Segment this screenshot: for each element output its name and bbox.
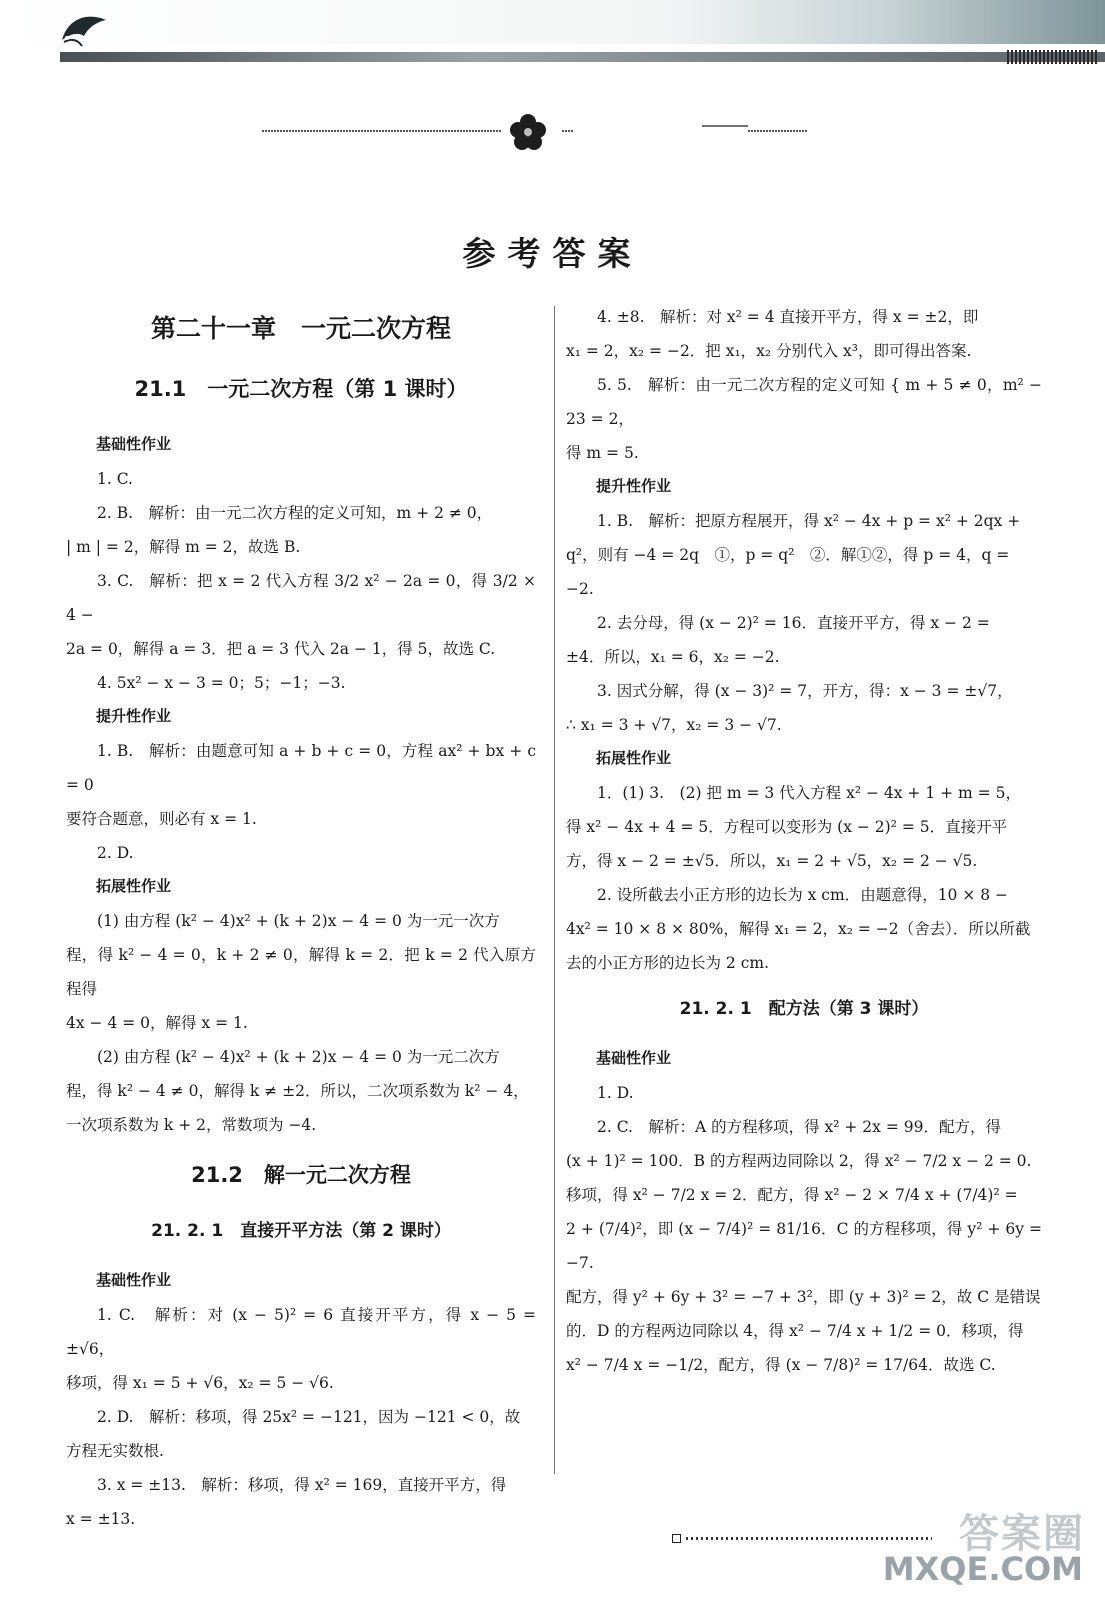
- answer-line: ±4．所以，x₁ = 6，x₂ = −2.: [566, 648, 780, 666]
- answer-line: 配方，得 y² + 6y + 3² = −7 + 3²，即 (y + 3)² = 2，故 C 是错误: [566, 1288, 1041, 1306]
- answer-line: 1. B. 解析：把原方程展开，得 x² − 4x + p = x² + 2qx +: [597, 512, 1021, 530]
- answer-line: 1. D.: [597, 1084, 634, 1102]
- subsection-heading-completing-square: 21. 2. 1 配方法（第 3 课时）: [679, 999, 929, 1019]
- answer-line: | m | = 2，解得 m = 2，故选 B.: [66, 538, 301, 556]
- answer-line: 2. 去分母，得 (x − 2)² = 16．直接开平方，得 x − 2 =: [597, 614, 990, 632]
- answer-line: 2. B. 解析：由一元二次方程的定义可知，m + 2 ≠ 0，: [97, 504, 493, 522]
- fish-logo-icon: [58, 10, 110, 50]
- answer-line: x₁ = 2，x₂ = −2．把 x₁，x₂ 分别代入 x³，即可得出答案.: [566, 342, 972, 360]
- homework-label-advanced: 提升性作业: [96, 707, 172, 725]
- flower-icon: [510, 114, 546, 150]
- answer-line: 移项，得 x₁ = 5 + √6，x₂ = 5 − √6.: [66, 1374, 334, 1392]
- flower-ornament-divider: [262, 114, 822, 154]
- homework-label-basic: 基础性作业: [96, 1271, 172, 1289]
- answer-line: (2) 由方程 (k² − 4)x² + (k + 2)x − 4 = 0 为一元二次方: [97, 1048, 500, 1066]
- answer-line: 3. x = ±13. 解析：移项，得 x² = 169，直接开平方，得: [97, 1476, 507, 1494]
- header-band: [0, 0, 1105, 70]
- answer-line: 4x² = 10 × 8 × 80%，解得 x₁ = 2，x₂ = −2（舍去）．所以所截: [566, 920, 1031, 938]
- answer-line: 移项，得 x² − 7/2 x = 2．配方，得 x² − 2 × 7/4 x + (7/4)² =: [566, 1186, 1018, 1204]
- section-heading-21-1: 21.1 一元二次方程（第 1 课时）: [134, 377, 468, 401]
- answer-line: q²，则有 −4 = 2q ①，p = q² ②．解①②，得 p = 4，q =: [566, 546, 1010, 564]
- footer-square-icon: [672, 1534, 681, 1543]
- chapter-heading: 第二十一章 一元二次方程: [150, 314, 451, 343]
- column-divider: [554, 306, 555, 1474]
- header-gradient-strip: [0, 0, 1105, 44]
- footer-dots-line: [686, 1537, 932, 1540]
- section-heading-21-2: 21.2 解一元二次方程: [191, 1163, 411, 1187]
- answer-line: 的．D 的方程两边同除以 4，得 x² − 7/4 x + 1/2 = 0．移项，得: [566, 1322, 1024, 1340]
- homework-label-advanced: 提升性作业: [596, 477, 672, 495]
- right-column: [566, 300, 1042, 1382]
- answer-line: 方程无实数根.: [66, 1442, 164, 1460]
- answer-line: 2. C. 解析：A 的方程移项，得 x² + 2x = 99．配方，得: [597, 1118, 1001, 1136]
- answer-line: 4x − 4 = 0，解得 x = 1.: [66, 1014, 248, 1032]
- answer-line: 2. D.: [97, 844, 134, 862]
- answer-line: 3. C. 解析：把 x = 2 代入方程 3/2 x² − 2a = 0，得 3/2 × 4 −: [66, 572, 536, 624]
- answer-line: 要符合题意，则必有 x = 1.: [66, 810, 257, 828]
- answer-line: (1) 由方程 (k² − 4)x² + (k + 2)x − 4 = 0 为一元一次方: [97, 912, 500, 930]
- answer-line: 得 m = 5.: [566, 444, 639, 462]
- answer-line: x² − 7/4 x = −1/2，配方，得 (x − 7/8)² = 17/64．故选 C.: [566, 1356, 996, 1374]
- answer-line: 2a = 0，解得 a = 3．把 a = 3 代入 2a − 1，得 5，故选 C.: [66, 640, 496, 658]
- watermark-url: MXQE.COM: [882, 1550, 1083, 1588]
- page-title: 参考答案: [462, 234, 643, 273]
- header-barcode-ticks: [1007, 50, 1099, 64]
- left-column: [66, 300, 536, 1536]
- answer-line: 1. C.: [97, 470, 133, 488]
- answer-line: 1．(1) 3. (2) 把 m = 3 代入方程 x² − 4x + 1 + m = 5，: [597, 784, 1021, 802]
- header-rule: [60, 52, 1105, 62]
- homework-label-extended: 拓展性作业: [96, 877, 172, 895]
- answer-line: 2. 设所截去小正方形的边长为 x cm．由题意得，10 × 8 −: [597, 886, 1009, 904]
- answer-line: 1. B. 解析：由题意可知 a + b + c = 0，方程 ax² + bx + c = 0: [66, 742, 536, 794]
- answer-line: 4. 5x² − x − 3 = 0；5；−1；−3.: [97, 674, 346, 692]
- answer-line: 去的小正方形的边长为 2 cm.: [566, 954, 770, 972]
- footer-dotted-rule: [672, 1534, 932, 1544]
- answer-line: x = ±13.: [66, 1510, 136, 1528]
- answer-line: 2 + (7/4)²，即 (x − 7/4)² = 81/16．C 的方程移项，得 y² + 6y = −7.: [566, 1220, 1042, 1272]
- answer-line: 一次项系数为 k + 2，常数项为 −4.: [66, 1116, 317, 1134]
- homework-label-basic: 基础性作业: [96, 435, 172, 453]
- homework-label-basic: 基础性作业: [596, 1049, 672, 1067]
- answer-line: ∴ x₁ = 3 + √7，x₂ = 3 − √7.: [566, 716, 782, 734]
- answer-line: 1. C. 解析：对 (x − 5)² = 6 直接开平方，得 x − 5 = ±√6，: [66, 1306, 536, 1358]
- answer-line: 4. ±8. 解析：对 x² = 4 直接开平方，得 x = ±2，即: [597, 308, 979, 326]
- site-watermark: [882, 1498, 1091, 1594]
- answer-line: 方，得 x − 2 = ±√5．所以，x₁ = 2 + √5，x₂ = 2 − √5.: [566, 852, 978, 870]
- answer-line: 得 x² − 4x + 4 = 5．方程可以变形为 (x − 2)² = 5．直接开平: [566, 818, 1008, 836]
- homework-label-extended: 拓展性作业: [596, 749, 672, 767]
- answer-line: (x + 1)² = 100．B 的方程两边同除以 2，得 x² − 7/2 x − 2 = 0.: [566, 1152, 1032, 1170]
- answer-line: 3. 因式分解，得 (x − 3)² = 7，开方，得：x − 3 = ±√7，: [597, 682, 1013, 700]
- answer-line: 2. D. 解析：移项，得 25x² = −121，因为 −121 < 0，故: [97, 1408, 521, 1426]
- answer-line: −2.: [566, 580, 594, 598]
- answer-line: 程，得 k² − 4 ≠ 0，解得 k ≠ ±2．所以，二次项系数为 k² − 4，: [66, 1082, 529, 1100]
- answer-line: 5. 5. 解析：由一元二次方程的定义可知 { m + 5 ≠ 0，m² − 23 = 2，: [566, 376, 1042, 428]
- subsection-heading-direct-root: 21. 2. 1 直接开平方法（第 2 课时）: [151, 1221, 451, 1241]
- answer-line: 程，得 k² − 4 = 0，k + 2 ≠ 0，解得 k = 2．把 k = 2 代入原方程得: [66, 946, 536, 998]
- watermark-text: 答案圈: [959, 1511, 1085, 1557]
